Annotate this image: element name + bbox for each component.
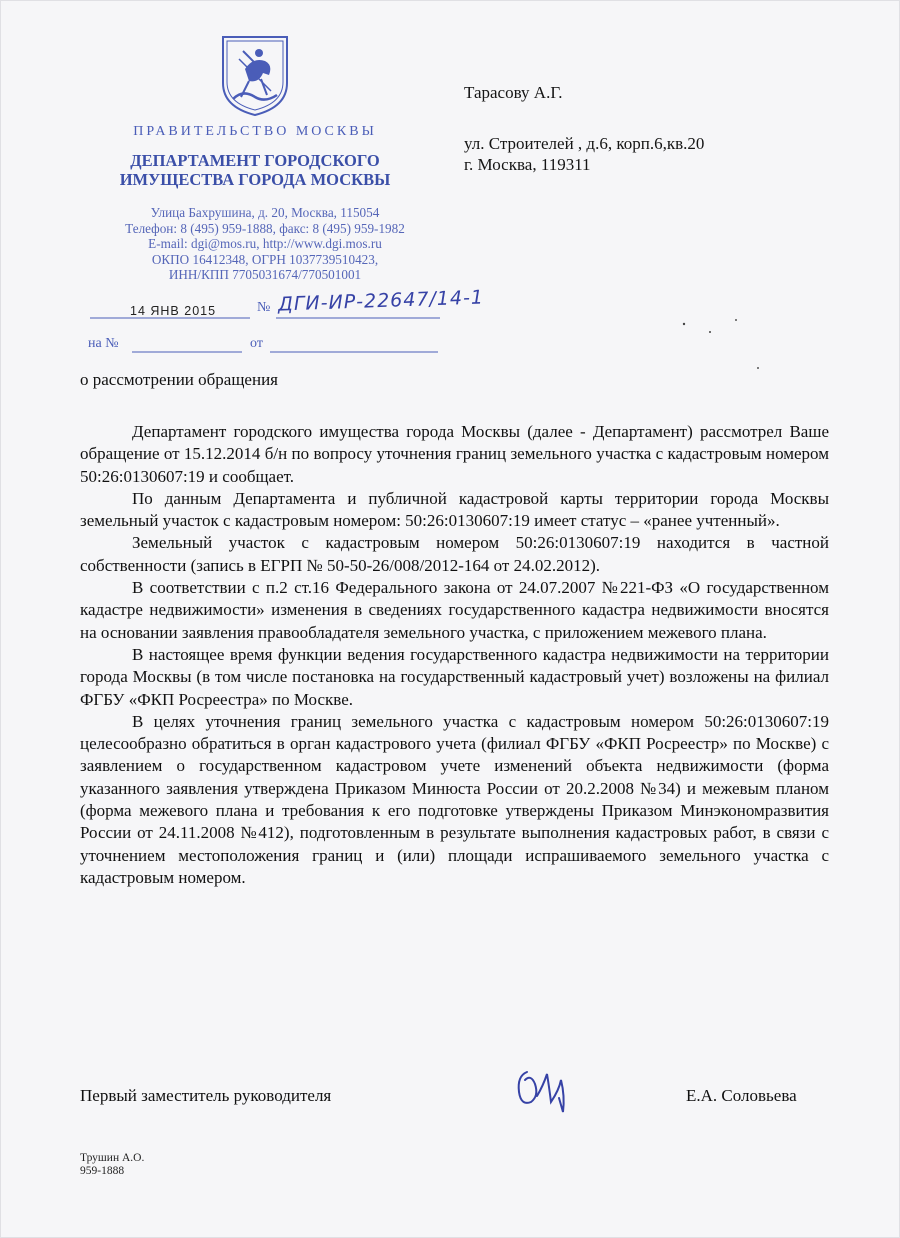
body-paragraph: По данным Департамента и публичной кадастровой карты территории города Москвы земельный участок с кадастровым номером: 50:26:0130607:19 имеет статус – «ранее учтенный». (80, 488, 829, 531)
body-paragraph: В соответствии с п.2 ст.16 Федерального закона от 24.07.2007 №221-ФЗ «О государственном кадастре недвижимости» изменения в сведениях государственного кадастра недвижимости вносятся на основании заявления правообладателя земельного участка, с приложением межевого плана. (80, 578, 829, 642)
handwritten-signature-icon (513, 1066, 573, 1116)
department-name-line2: ИМУЩЕСТВА ГОРОДА МОСКВЫ (119, 170, 391, 189)
department-email: E-mail: dgi@mos.ru, http://www.dgi.mos.ru (148, 236, 382, 251)
reply-to-label: на № (88, 336, 119, 351)
signatory-name: Е.А. Соловьева (686, 1086, 797, 1105)
registration-date-stamp: 14 ЯНВ 2015 (130, 304, 217, 318)
letter-subject: о рассмотрении обращения (80, 370, 278, 389)
body-paragraph: Земельный участок с кадастровым номером 50:26:0130607:19 находится в частной собственности (запись в ЕГРП № 50-50-26/008/2012-164 от 24.02.2012). (80, 533, 829, 575)
government-name: ПРАВИТЕЛЬСТВО МОСКВЫ (133, 124, 377, 139)
department-inn: ИНН/КПП 7705031674/770501001 (168, 267, 362, 282)
department-okpo: ОКПО 16412348, ОГРН 1037739510423, (151, 251, 379, 267)
letter-body (80, 421, 829, 889)
department-address: Улица Бахрушина, д. 20, Москва, 115054 (150, 205, 380, 220)
department-phone: Телефон: 8 (495) 959-1888, факс: 8 (495) 959-1982 (125, 220, 405, 236)
signatory-title: Первый заместитель руководителя (80, 1086, 332, 1105)
paper-specks (680, 318, 760, 378)
registration-number-sign: № (257, 300, 271, 315)
executor-name: Трушин А.О. (80, 1152, 145, 1164)
body-paragraph: Департамент городского имущества города Москвы (далее - Департамент) рассмотрел Ваше обращение от 15.12.2014 б/н по вопросу уточнения границ земельного участка с кадастровым номером 50:26:0130607:19 и сообщает. (80, 422, 829, 486)
executor-phone: 959-1888 (80, 1165, 125, 1177)
body-paragraph: В настоящее время функции ведения государственного кадастра недвижимости на территории города Москвы (в том числе постановка на государственный кадастровый учет) возложены на филиал ФГБУ «ФКП Росреестра» по Москве. (80, 644, 829, 709)
registration-lines (0, 0, 900, 400)
department-name-line1: ДЕПАРТАМЕНТ ГОРОДСКОГО (130, 151, 380, 170)
executor-info (80, 1152, 144, 1178)
reply-from-label: от (250, 336, 263, 351)
body-paragraph: В целях уточнения границ земельного участка с кадастровым номером 50:26:0130607:19 целесообразно обратиться в орган кадастрового учета (филиал ФГБУ «ФКП Росреестр» по Москве) с заявлением о государственном кадастровом учете изменений объекта недвижимости (форма указанного заявления утверждена Приказом Минюста России от 20.2.2008 №34) и межевым планом (форма межевого плана и требования к его подготовке утверждены Приказом Минэкономразвития России от 24.11.2008 №412), подготовленным в результате выполнения кадастровых работ, в связи с уточнением местоположения границ и (или) площади испрашиваемого земельного участка с кадастровым номером. (80, 711, 829, 887)
registration-number-handwritten: ДГИ-ИР-22647/14-1 (277, 286, 485, 316)
recipient-street: ул. Строителей , д.6, корп.6,кв.20 (464, 134, 705, 153)
recipient-name: Тарасову А.Г. (464, 83, 563, 102)
recipient-city: г. Москва, 119311 (464, 155, 591, 174)
